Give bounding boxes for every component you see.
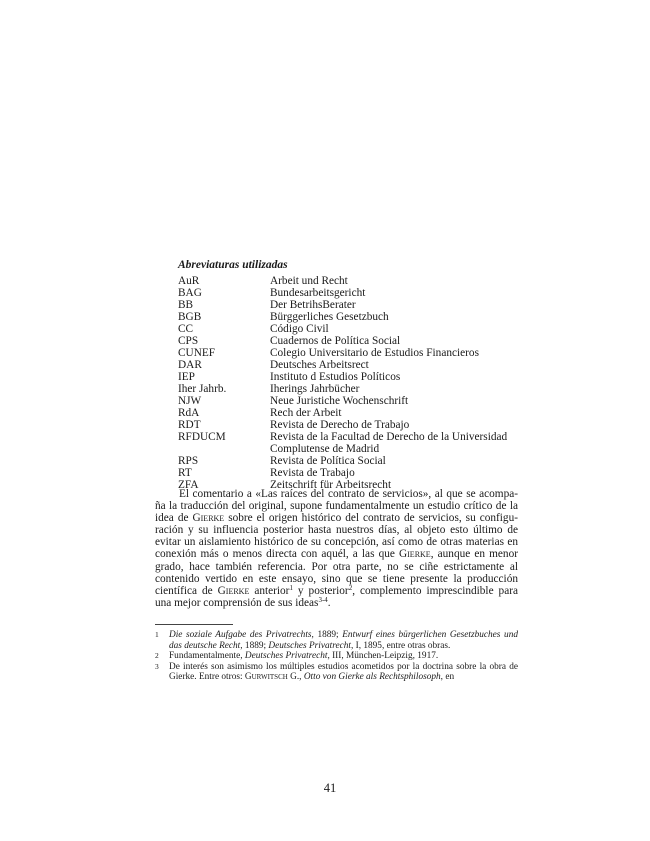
body-text-segment: , complemento imprescindible para una mejor comprensión de sus ideas [155, 584, 518, 609]
page-number: 41 [323, 781, 337, 795]
footnote-ref[interactable]: 2 [348, 583, 353, 592]
abbreviation-row [178, 371, 523, 383]
footnote-ref[interactable]: 3-4 [318, 595, 328, 604]
abbreviation-code: BGB [178, 311, 202, 323]
abbreviation-code: Iher Jahrb. [178, 383, 227, 395]
abbreviation-code: IEP [178, 371, 195, 383]
footnote-number: 1 [155, 630, 159, 639]
author-name: Gierke [192, 512, 225, 525]
body-text-segment: y posterior [292, 584, 349, 597]
abbreviation-code: RDT [178, 419, 201, 431]
footnote-2 [155, 651, 518, 662]
footnote-3 [155, 662, 518, 683]
abbreviation-meaning: Der BetrihsBerater [270, 299, 356, 311]
abbreviation-row [178, 431, 523, 455]
abbreviation-meaning: Revista de Trabajo [270, 467, 355, 479]
section-title: Abreviaturas utilizadas [178, 259, 288, 271]
abbreviation-code: NJW [178, 395, 202, 407]
abbreviation-meaning: Neue Juristiche Wochenschrift [270, 395, 409, 407]
abbreviation-row [178, 287, 523, 299]
footnote-text: De interés son asimismo los múltiples estudios acometidos por la doctrina sobre la obra de Gierke. Entre otros: Gurwitsch G., Otto von Gierke als Rechtsphilosoph, en [169, 661, 518, 683]
footnote-text: Fundamentalmente, Deutsches Privatrecht, III, München-Leipzig, 1917. [169, 651, 439, 662]
footnote-separator [155, 624, 233, 625]
abbreviation-code: CPS [178, 335, 199, 347]
abbreviation-row [178, 275, 523, 287]
abbreviation-meaning: Código Civil [270, 323, 329, 335]
abbreviation-row [178, 467, 523, 479]
abbreviation-meaning: Iherings Jahrbücher [270, 383, 360, 395]
footnote-ref[interactable]: 1 [289, 583, 293, 592]
footnote-1 [155, 630, 518, 651]
abbreviation-row [178, 299, 523, 311]
abbreviation-meaning: Bundesarbeitsgericht [270, 287, 366, 299]
body-text-segment: , aunque en menor grado, hace también referencia. Por otra parte, no se ciñe estrictamente al contenido vertido en este ensayo, sino que se tiene presente la producción científica de [155, 548, 518, 597]
body-text-segment: anterior [249, 584, 290, 597]
abbreviation-row [178, 455, 523, 467]
abbreviation-code: CUNEF [178, 347, 216, 359]
author-name: Gierke [398, 548, 431, 561]
abbreviation-row [178, 335, 523, 347]
body-text-segment: sobre el origen histórico del contrato de servicios, su configu-ración y su influencia posterior hasta nuestros días, al objeto esto último de evitar un aislamiento histórico de su concepción, así como de otras materias en conexión más o menos directa con aquél, a las que [155, 512, 518, 561]
abbreviation-code: RPS [178, 455, 199, 467]
footnotes [155, 630, 518, 683]
abbreviation-row [178, 347, 523, 359]
abbreviation-meaning: Revista de Política Social [270, 455, 386, 467]
author-name: Gierke [217, 584, 250, 597]
abbreviation-meaning: Revista de la Facultad de Derecho de la Universidad Complutense de Madrid [270, 431, 508, 455]
abbreviation-code: RdA [178, 407, 200, 419]
abbreviation-code: RT [178, 467, 192, 479]
abbreviation-meaning: Instituto d Estudios Políticos [270, 371, 401, 383]
body-paragraph [155, 488, 518, 609]
abbreviation-row [178, 323, 523, 335]
body-text-segment: El comentario a «Las raíces del contrato de servicios», al que se acompa-ña la traducción del original, supone fundamentalmente un estudio crítico de la idea de [155, 488, 518, 525]
abbreviation-meaning: Colegio Universitario de Estudios Financieros [270, 347, 479, 359]
abbreviation-code: RFDUCM [178, 431, 226, 443]
abbreviation-row [178, 383, 523, 395]
abbreviation-row [178, 311, 523, 323]
abbreviation-meaning: Rech der Arbeit [270, 407, 342, 419]
footnote-number: 2 [155, 651, 159, 661]
abbreviation-row [178, 407, 523, 419]
abbreviation-code: BB [178, 299, 194, 311]
abbreviation-row [178, 359, 523, 371]
abbreviation-code: AuR [178, 275, 200, 287]
abbreviation-meaning: Arbeit und Recht [270, 275, 348, 287]
abbreviation-code: ZFA [178, 479, 199, 491]
abbreviation-row [178, 395, 523, 407]
body-text-segment: . [327, 596, 331, 609]
abbreviation-row [178, 419, 523, 431]
footnote-text: Die soziale Aufgabe des Privatrechts, 1889; Entwurf eines bürgerlichen Gesetzbuches und das deutsche Recht, 1889; Deutsches Privatrecht, I, 1895, entre otras obras. [169, 630, 518, 651]
abbreviation-meaning: Revista de Derecho de Trabajo [270, 419, 410, 431]
abbreviation-meaning: Bürggerliches Gesetzbuch [270, 311, 389, 323]
abbreviation-meaning: Zeitschrift für Arbeitsrecht [270, 479, 392, 491]
abbreviations-table [178, 275, 523, 491]
abbreviation-code: CC [178, 323, 194, 335]
abbreviation-code: DAR [178, 359, 202, 371]
footnote-number: 3 [155, 661, 159, 671]
abbreviation-code: BAG [178, 287, 202, 299]
abbreviation-meaning: Deutsches Arbeitsrect [270, 359, 369, 371]
abbreviation-meaning: Cuadernos de Política Social [270, 335, 401, 347]
